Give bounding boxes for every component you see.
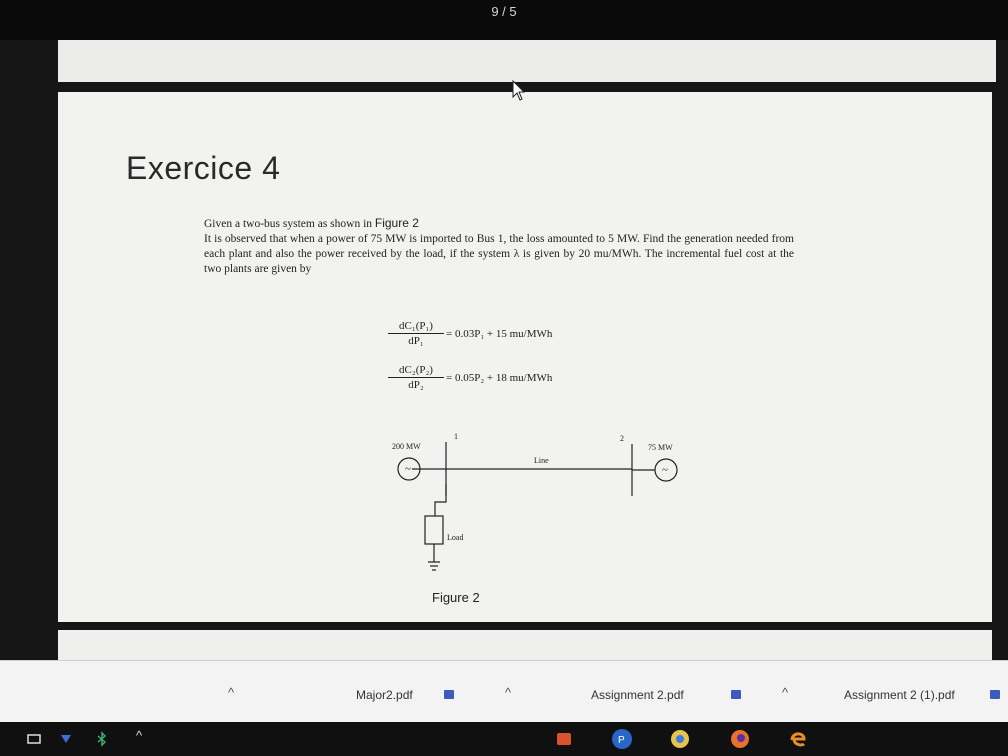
figure-caption: Figure 2 xyxy=(432,590,480,605)
exercise-title: Exercice 4 xyxy=(126,150,281,186)
pdf-icon xyxy=(731,690,741,699)
previous-page xyxy=(58,40,996,82)
gen-2-sine-glyph: ~ xyxy=(662,464,668,476)
network-icon[interactable] xyxy=(58,731,74,747)
people-icon[interactable] xyxy=(611,728,633,750)
chevron-up-icon[interactable]: ^ xyxy=(505,685,512,700)
eq2-numerator: dC₂(P₂) xyxy=(388,364,444,378)
figure-reference: Figure 2 xyxy=(374,216,419,230)
svg-text:P: P xyxy=(618,735,625,746)
eq2-rhs: = 0.05P₂ + 18 mu/MWh xyxy=(446,372,553,384)
bus-2-label: 2 xyxy=(620,434,624,443)
download-item-assignment2-1[interactable] xyxy=(782,661,1008,723)
load-connection xyxy=(435,484,446,516)
eq1-rhs: = 0.03P₁ + 15 mu/MWh xyxy=(446,328,553,340)
gen-1-rating: 200 MW xyxy=(392,442,421,451)
download-item-assignment2[interactable] xyxy=(505,661,765,723)
paragraph-rest: It is observed that when a power of 75 MW is imported to Bus 1, the loss amounted to 5 MW. Find the generation needed from each plant and also the power received by the load, if the system λ is given by 20 mu/MWh. The incremental fuel cost at the two plants are given by xyxy=(204,233,794,275)
mouse-cursor-icon xyxy=(512,80,526,107)
download-bar xyxy=(0,660,1008,723)
bus-1-label: 1 xyxy=(454,432,458,441)
download-filename: Assignment 2.pdf xyxy=(591,688,684,702)
page-counter: 9 / 5 xyxy=(491,4,517,19)
taskbar xyxy=(0,722,1008,756)
viewer-toolbar xyxy=(0,0,1008,40)
line-label: Line xyxy=(534,456,549,465)
document-page xyxy=(58,92,992,622)
load-label: Load xyxy=(447,533,464,542)
load-symbol xyxy=(425,516,443,544)
chrome-icon[interactable] xyxy=(670,729,690,749)
eq1-denominator: dP₁ xyxy=(408,335,424,347)
pdf-icon xyxy=(990,690,1000,699)
diagram-svg xyxy=(58,92,992,622)
edge-icon[interactable] xyxy=(788,728,808,750)
eq2-denominator: dP₂ xyxy=(408,379,424,391)
firefox-icon[interactable] xyxy=(730,729,750,749)
chevron-up-icon[interactable]: ^ xyxy=(782,685,789,700)
download-filename: Major2.pdf xyxy=(356,688,413,702)
chevron-up-icon[interactable]: ^ xyxy=(228,685,235,700)
download-item-major2[interactable] xyxy=(228,661,478,723)
download-filename: Assignment 2 (1).pdf xyxy=(844,688,955,702)
teams-icon[interactable] xyxy=(556,731,572,747)
pdf-icon xyxy=(444,690,454,699)
two-bus-diagram xyxy=(58,92,992,622)
gen-2-rating: 75 MW xyxy=(648,443,673,452)
paragraph-start: Given a two-bus system as shown in xyxy=(204,218,375,230)
eq1-numerator: dC₁(P₁) xyxy=(388,320,444,334)
bluetooth-icon[interactable] xyxy=(94,731,110,747)
gen-1-sine-glyph: ~ xyxy=(405,463,411,475)
desktop-icon[interactable] xyxy=(26,731,42,747)
tray-chevron-icon[interactable]: ^ xyxy=(136,728,143,743)
